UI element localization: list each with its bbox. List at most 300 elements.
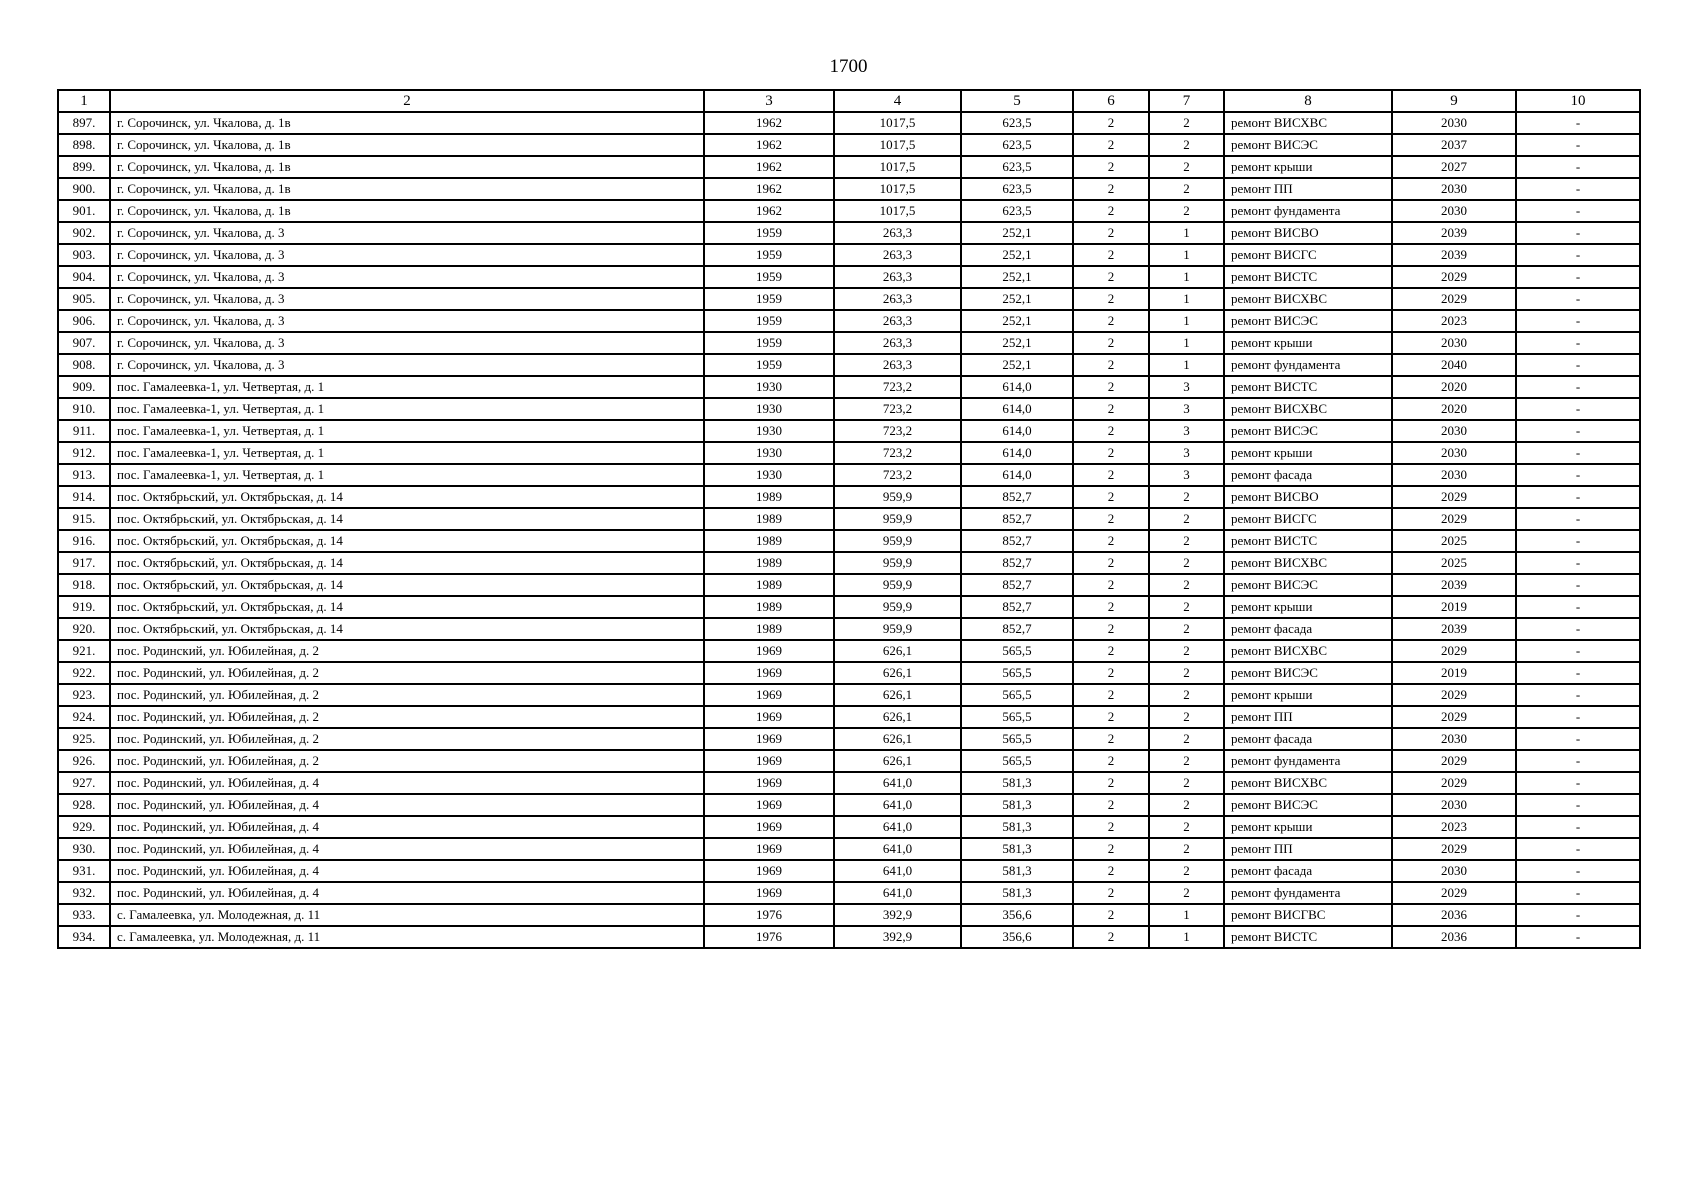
table-row	[58, 618, 1640, 640]
table-row	[58, 486, 1640, 508]
row-number-cell: 897.	[58, 112, 110, 134]
floors-cell: 2	[1073, 508, 1149, 530]
plan-year-cell: 2020	[1392, 376, 1516, 398]
work-type-cell: ремонт ВИСВО	[1224, 222, 1392, 244]
address-cell: пос. Гамалеевка-1, ул. Четвертая, д. 1	[110, 420, 704, 442]
address-cell: г. Сорочинск, ул. Чкалова, д. 3	[110, 266, 704, 288]
address-cell: пос. Родинский, ул. Юбилейная, д. 2	[110, 662, 704, 684]
work-type-cell: ремонт ВИСТС	[1224, 266, 1392, 288]
plan-year-cell: 2029	[1392, 486, 1516, 508]
row-number-cell: 901.	[58, 200, 110, 222]
row-number-cell: 899.	[58, 156, 110, 178]
address-cell: г. Сорочинск, ул. Чкалова, д. 1в	[110, 156, 704, 178]
work-type-cell: ремонт фундамента	[1224, 750, 1392, 772]
floors-cell: 2	[1073, 618, 1149, 640]
table-row	[58, 728, 1640, 750]
entrances-cell: 2	[1149, 816, 1224, 838]
entrances-cell: 1	[1149, 266, 1224, 288]
floors-cell: 2	[1073, 354, 1149, 376]
year-cell: 1989	[704, 508, 834, 530]
floors-cell: 2	[1073, 530, 1149, 552]
floors-cell: 2	[1073, 838, 1149, 860]
living-area-cell: 852,7	[961, 552, 1073, 574]
entrances-cell: 2	[1149, 574, 1224, 596]
entrances-cell: 2	[1149, 860, 1224, 882]
note-cell: -	[1516, 574, 1640, 596]
total-area-cell: 641,0	[834, 816, 961, 838]
table-row	[58, 420, 1640, 442]
row-number-cell: 902.	[58, 222, 110, 244]
entrances-cell: 2	[1149, 618, 1224, 640]
row-number-cell: 923.	[58, 684, 110, 706]
address-cell: пос. Родинский, ул. Юбилейная, д. 4	[110, 794, 704, 816]
note-cell: -	[1516, 750, 1640, 772]
note-cell: -	[1516, 486, 1640, 508]
note-cell: -	[1516, 926, 1640, 948]
year-cell: 1930	[704, 442, 834, 464]
year-cell: 1969	[704, 816, 834, 838]
table-row	[58, 134, 1640, 156]
address-cell: пос. Родинский, ул. Юбилейная, д. 4	[110, 882, 704, 904]
living-area-cell: 852,7	[961, 486, 1073, 508]
floors-cell: 2	[1073, 376, 1149, 398]
note-cell: -	[1516, 420, 1640, 442]
entrances-cell: 1	[1149, 244, 1224, 266]
year-cell: 1989	[704, 574, 834, 596]
floors-cell: 2	[1073, 728, 1149, 750]
plan-year-cell: 2029	[1392, 838, 1516, 860]
address-cell: г. Сорочинск, ул. Чкалова, д. 3	[110, 310, 704, 332]
living-area-cell: 581,3	[961, 794, 1073, 816]
row-number-cell: 931.	[58, 860, 110, 882]
year-cell: 1969	[704, 706, 834, 728]
row-number-cell: 927.	[58, 772, 110, 794]
total-area-cell: 1017,5	[834, 156, 961, 178]
address-cell: г. Сорочинск, ул. Чкалова, д. 3	[110, 354, 704, 376]
plan-year-cell: 2030	[1392, 464, 1516, 486]
row-number-cell: 907.	[58, 332, 110, 354]
year-cell: 1969	[704, 728, 834, 750]
row-number-cell: 925.	[58, 728, 110, 750]
address-cell: г. Сорочинск, ул. Чкалова, д. 1в	[110, 112, 704, 134]
year-cell: 1976	[704, 926, 834, 948]
floors-cell: 2	[1073, 178, 1149, 200]
living-area-cell: 565,5	[961, 706, 1073, 728]
row-number-cell: 908.	[58, 354, 110, 376]
row-number-cell: 909.	[58, 376, 110, 398]
table-row	[58, 178, 1640, 200]
table-row	[58, 464, 1640, 486]
living-area-cell: 852,7	[961, 508, 1073, 530]
year-cell: 1989	[704, 596, 834, 618]
year-cell: 1989	[704, 618, 834, 640]
plan-year-cell: 2029	[1392, 508, 1516, 530]
entrances-cell: 1	[1149, 332, 1224, 354]
plan-year-cell: 2039	[1392, 574, 1516, 596]
year-cell: 1969	[704, 860, 834, 882]
total-area-cell: 392,9	[834, 926, 961, 948]
note-cell: -	[1516, 904, 1640, 926]
address-cell: пос. Родинский, ул. Юбилейная, д. 2	[110, 750, 704, 772]
living-area-cell: 252,1	[961, 288, 1073, 310]
row-number-cell: 929.	[58, 816, 110, 838]
floors-cell: 2	[1073, 134, 1149, 156]
year-cell: 1959	[704, 244, 834, 266]
note-cell: -	[1516, 816, 1640, 838]
entrances-cell: 3	[1149, 376, 1224, 398]
table-row	[58, 266, 1640, 288]
address-cell: пос. Родинский, ул. Юбилейная, д. 2	[110, 640, 704, 662]
table-body	[58, 112, 1640, 948]
note-cell: -	[1516, 728, 1640, 750]
entrances-cell: 2	[1149, 508, 1224, 530]
floors-cell: 2	[1073, 464, 1149, 486]
address-cell: пос. Октябрьский, ул. Октябрьская, д. 14	[110, 574, 704, 596]
living-area-cell: 252,1	[961, 266, 1073, 288]
address-cell: пос. Октябрьский, ул. Октябрьская, д. 14	[110, 508, 704, 530]
entrances-cell: 2	[1149, 530, 1224, 552]
entrances-cell: 2	[1149, 112, 1224, 134]
address-cell: пос. Гамалеевка-1, ул. Четвертая, д. 1	[110, 398, 704, 420]
total-area-cell: 263,3	[834, 244, 961, 266]
total-area-cell: 959,9	[834, 618, 961, 640]
address-cell: г. Сорочинск, ул. Чкалова, д. 3	[110, 332, 704, 354]
total-area-cell: 1017,5	[834, 178, 961, 200]
plan-year-cell: 2029	[1392, 882, 1516, 904]
address-cell: пос. Гамалеевка-1, ул. Четвертая, д. 1	[110, 442, 704, 464]
living-area-cell: 623,5	[961, 178, 1073, 200]
row-number-cell: 919.	[58, 596, 110, 618]
work-type-cell: ремонт ВИСТС	[1224, 376, 1392, 398]
plan-year-cell: 2040	[1392, 354, 1516, 376]
work-type-cell: ремонт крыши	[1224, 596, 1392, 618]
work-type-cell: ремонт ВИСХВС	[1224, 552, 1392, 574]
floors-cell: 2	[1073, 640, 1149, 662]
living-area-cell: 565,5	[961, 662, 1073, 684]
note-cell: -	[1516, 530, 1640, 552]
entrances-cell: 3	[1149, 398, 1224, 420]
note-cell: -	[1516, 244, 1640, 266]
floors-cell: 2	[1073, 860, 1149, 882]
entrances-cell: 3	[1149, 442, 1224, 464]
year-cell: 1959	[704, 222, 834, 244]
plan-year-cell: 2030	[1392, 200, 1516, 222]
work-type-cell: ремонт ВИСЭС	[1224, 662, 1392, 684]
note-cell: -	[1516, 684, 1640, 706]
column-header-9: 9	[1392, 90, 1516, 112]
total-area-cell: 723,2	[834, 420, 961, 442]
living-area-cell: 614,0	[961, 398, 1073, 420]
floors-cell: 2	[1073, 486, 1149, 508]
note-cell: -	[1516, 860, 1640, 882]
floors-cell: 2	[1073, 794, 1149, 816]
living-area-cell: 581,3	[961, 882, 1073, 904]
address-cell: г. Сорочинск, ул. Чкалова, д. 3	[110, 244, 704, 266]
total-area-cell: 959,9	[834, 486, 961, 508]
floors-cell: 2	[1073, 442, 1149, 464]
living-area-cell: 565,5	[961, 750, 1073, 772]
year-cell: 1969	[704, 684, 834, 706]
total-area-cell: 641,0	[834, 860, 961, 882]
entrances-cell: 2	[1149, 486, 1224, 508]
total-area-cell: 959,9	[834, 508, 961, 530]
work-type-cell: ремонт ВИСХВС	[1224, 112, 1392, 134]
plan-year-cell: 2029	[1392, 640, 1516, 662]
year-cell: 1930	[704, 420, 834, 442]
entrances-cell: 2	[1149, 178, 1224, 200]
address-cell: пос. Октябрьский, ул. Октябрьская, д. 14	[110, 530, 704, 552]
table-header-row	[58, 90, 1640, 112]
address-cell: пос. Гамалеевка-1, ул. Четвертая, д. 1	[110, 464, 704, 486]
column-header-1: 1	[58, 90, 110, 112]
plan-year-cell: 2030	[1392, 420, 1516, 442]
plan-year-cell: 2039	[1392, 244, 1516, 266]
living-area-cell: 581,3	[961, 860, 1073, 882]
plan-year-cell: 2029	[1392, 750, 1516, 772]
column-header-5: 5	[961, 90, 1073, 112]
plan-year-cell: 2025	[1392, 530, 1516, 552]
total-area-cell: 626,1	[834, 750, 961, 772]
note-cell: -	[1516, 156, 1640, 178]
note-cell: -	[1516, 376, 1640, 398]
total-area-cell: 641,0	[834, 838, 961, 860]
work-type-cell: ремонт ВИСЭС	[1224, 420, 1392, 442]
total-area-cell: 641,0	[834, 772, 961, 794]
row-number-cell: 933.	[58, 904, 110, 926]
entrances-cell: 1	[1149, 354, 1224, 376]
address-cell: пос. Родинский, ул. Юбилейная, д. 2	[110, 684, 704, 706]
entrances-cell: 2	[1149, 750, 1224, 772]
note-cell: -	[1516, 178, 1640, 200]
table-row	[58, 816, 1640, 838]
column-header-3: 3	[704, 90, 834, 112]
work-type-cell: ремонт фундамента	[1224, 882, 1392, 904]
address-cell: пос. Родинский, ул. Юбилейная, д. 4	[110, 772, 704, 794]
floors-cell: 2	[1073, 288, 1149, 310]
address-cell: пос. Родинский, ул. Юбилейная, д. 4	[110, 816, 704, 838]
row-number-cell: 905.	[58, 288, 110, 310]
work-type-cell: ремонт фундамента	[1224, 200, 1392, 222]
row-number-cell: 918.	[58, 574, 110, 596]
plan-year-cell: 2037	[1392, 134, 1516, 156]
entrances-cell: 2	[1149, 156, 1224, 178]
row-number-cell: 904.	[58, 266, 110, 288]
entrances-cell: 3	[1149, 464, 1224, 486]
row-number-cell: 900.	[58, 178, 110, 200]
total-area-cell: 959,9	[834, 574, 961, 596]
plan-year-cell: 2029	[1392, 772, 1516, 794]
living-area-cell: 356,6	[961, 904, 1073, 926]
row-number-cell: 916.	[58, 530, 110, 552]
row-number-cell: 930.	[58, 838, 110, 860]
year-cell: 1959	[704, 354, 834, 376]
note-cell: -	[1516, 640, 1640, 662]
table-row	[58, 684, 1640, 706]
address-cell: с. Гамалеевка, ул. Молодежная, д. 11	[110, 926, 704, 948]
living-area-cell: 565,5	[961, 684, 1073, 706]
living-area-cell: 852,7	[961, 574, 1073, 596]
plan-year-cell: 2036	[1392, 926, 1516, 948]
address-cell: пос. Октябрьский, ул. Октябрьская, д. 14	[110, 596, 704, 618]
floors-cell: 2	[1073, 882, 1149, 904]
row-number-cell: 921.	[58, 640, 110, 662]
plan-year-cell: 2030	[1392, 860, 1516, 882]
living-area-cell: 614,0	[961, 464, 1073, 486]
plan-year-cell: 2027	[1392, 156, 1516, 178]
table-row	[58, 200, 1640, 222]
address-cell: г. Сорочинск, ул. Чкалова, д. 1в	[110, 200, 704, 222]
note-cell: -	[1516, 332, 1640, 354]
work-type-cell: ремонт крыши	[1224, 816, 1392, 838]
work-type-cell: ремонт ВИСХВС	[1224, 640, 1392, 662]
note-cell: -	[1516, 794, 1640, 816]
year-cell: 1959	[704, 288, 834, 310]
total-area-cell: 263,3	[834, 222, 961, 244]
work-type-cell: ремонт ВИСХВС	[1224, 288, 1392, 310]
year-cell: 1962	[704, 134, 834, 156]
living-area-cell: 623,5	[961, 156, 1073, 178]
table-row	[58, 662, 1640, 684]
row-number-cell: 924.	[58, 706, 110, 728]
registry-table	[57, 89, 1641, 949]
row-number-cell: 922.	[58, 662, 110, 684]
row-number-cell: 914.	[58, 486, 110, 508]
note-cell: -	[1516, 838, 1640, 860]
note-cell: -	[1516, 618, 1640, 640]
floors-cell: 2	[1073, 112, 1149, 134]
row-number-cell: 917.	[58, 552, 110, 574]
column-header-6: 6	[1073, 90, 1149, 112]
floors-cell: 2	[1073, 750, 1149, 772]
work-type-cell: ремонт фундамента	[1224, 354, 1392, 376]
note-cell: -	[1516, 596, 1640, 618]
table-row	[58, 750, 1640, 772]
floors-cell: 2	[1073, 574, 1149, 596]
table-row	[58, 552, 1640, 574]
total-area-cell: 959,9	[834, 596, 961, 618]
floors-cell: 2	[1073, 156, 1149, 178]
work-type-cell: ремонт ПП	[1224, 838, 1392, 860]
work-type-cell: ремонт ПП	[1224, 178, 1392, 200]
plan-year-cell: 2019	[1392, 596, 1516, 618]
total-area-cell: 1017,5	[834, 112, 961, 134]
total-area-cell: 263,3	[834, 288, 961, 310]
floors-cell: 2	[1073, 332, 1149, 354]
table-row	[58, 508, 1640, 530]
column-header-2: 2	[110, 90, 704, 112]
floors-cell: 2	[1073, 662, 1149, 684]
plan-year-cell: 2023	[1392, 310, 1516, 332]
floors-cell: 2	[1073, 222, 1149, 244]
page-number: 1700	[829, 56, 868, 77]
table-row	[58, 838, 1640, 860]
note-cell: -	[1516, 222, 1640, 244]
note-cell: -	[1516, 442, 1640, 464]
year-cell: 1969	[704, 882, 834, 904]
plan-year-cell: 2039	[1392, 618, 1516, 640]
work-type-cell: ремонт ПП	[1224, 706, 1392, 728]
living-area-cell: 852,7	[961, 618, 1073, 640]
work-type-cell: ремонт ВИСЭС	[1224, 310, 1392, 332]
living-area-cell: 252,1	[961, 354, 1073, 376]
table-row	[58, 530, 1640, 552]
living-area-cell: 623,5	[961, 112, 1073, 134]
entrances-cell: 1	[1149, 310, 1224, 332]
entrances-cell: 2	[1149, 134, 1224, 156]
living-area-cell: 581,3	[961, 838, 1073, 860]
table-row	[58, 640, 1640, 662]
row-number-cell: 903.	[58, 244, 110, 266]
note-cell: -	[1516, 288, 1640, 310]
address-cell: г. Сорочинск, ул. Чкалова, д. 1в	[110, 178, 704, 200]
living-area-cell: 252,1	[961, 244, 1073, 266]
entrances-cell: 1	[1149, 222, 1224, 244]
living-area-cell: 614,0	[961, 442, 1073, 464]
total-area-cell: 263,3	[834, 354, 961, 376]
row-number-cell: 910.	[58, 398, 110, 420]
entrances-cell: 2	[1149, 596, 1224, 618]
address-cell: с. Гамалеевка, ул. Молодежная, д. 11	[110, 904, 704, 926]
total-area-cell: 959,9	[834, 552, 961, 574]
total-area-cell: 641,0	[834, 794, 961, 816]
address-cell: пос. Родинский, ул. Юбилейная, д. 4	[110, 838, 704, 860]
column-header-10: 10	[1516, 90, 1640, 112]
work-type-cell: ремонт ВИСГС	[1224, 508, 1392, 530]
living-area-cell: 614,0	[961, 420, 1073, 442]
table-row	[58, 310, 1640, 332]
floors-cell: 2	[1073, 310, 1149, 332]
work-type-cell: ремонт ВИСТС	[1224, 530, 1392, 552]
table-row	[58, 244, 1640, 266]
column-header-4: 4	[834, 90, 961, 112]
note-cell: -	[1516, 508, 1640, 530]
year-cell: 1969	[704, 838, 834, 860]
living-area-cell: 623,5	[961, 134, 1073, 156]
row-number-cell: 934.	[58, 926, 110, 948]
total-area-cell: 723,2	[834, 442, 961, 464]
floors-cell: 2	[1073, 244, 1149, 266]
table-row	[58, 904, 1640, 926]
note-cell: -	[1516, 706, 1640, 728]
address-cell: г. Сорочинск, ул. Чкалова, д. 1в	[110, 134, 704, 156]
address-cell: пос. Октябрьский, ул. Октябрьская, д. 14	[110, 618, 704, 640]
row-number-cell: 915.	[58, 508, 110, 530]
floors-cell: 2	[1073, 816, 1149, 838]
total-area-cell: 1017,5	[834, 200, 961, 222]
note-cell: -	[1516, 310, 1640, 332]
entrances-cell: 2	[1149, 882, 1224, 904]
table-row	[58, 772, 1640, 794]
living-area-cell: 852,7	[961, 596, 1073, 618]
work-type-cell: ремонт ВИСЭС	[1224, 794, 1392, 816]
work-type-cell: ремонт ВИСЭС	[1224, 574, 1392, 596]
living-area-cell: 614,0	[961, 376, 1073, 398]
table-row	[58, 926, 1640, 948]
plan-year-cell: 2030	[1392, 112, 1516, 134]
address-cell: пос. Октябрьский, ул. Октябрьская, д. 14	[110, 552, 704, 574]
note-cell: -	[1516, 882, 1640, 904]
address-cell: пос. Октябрьский, ул. Октябрьская, д. 14	[110, 486, 704, 508]
total-area-cell: 263,3	[834, 266, 961, 288]
total-area-cell: 723,2	[834, 464, 961, 486]
year-cell: 1930	[704, 464, 834, 486]
year-cell: 1962	[704, 156, 834, 178]
plan-year-cell: 2030	[1392, 442, 1516, 464]
row-number-cell: 898.	[58, 134, 110, 156]
floors-cell: 2	[1073, 904, 1149, 926]
row-number-cell: 913.	[58, 464, 110, 486]
row-number-cell: 928.	[58, 794, 110, 816]
